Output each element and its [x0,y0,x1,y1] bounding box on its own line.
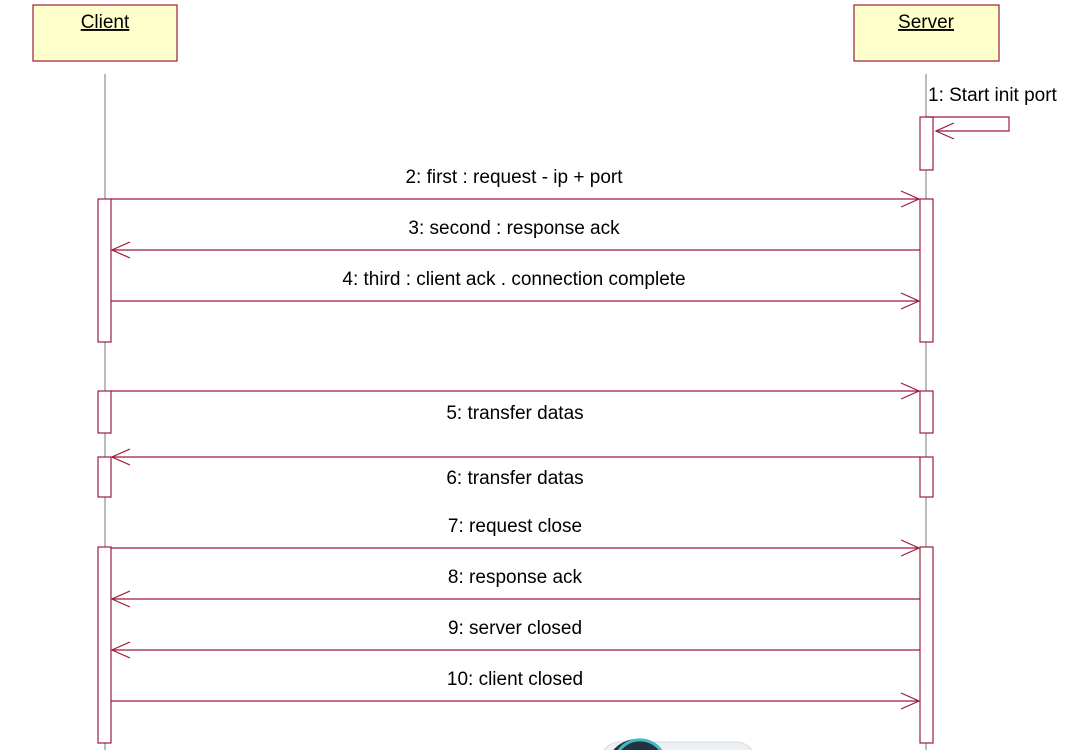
message-10 [111,669,919,709]
participant-client-label: Client [80,12,130,33]
participant-server-label: Server [898,12,954,33]
client-activation-2 [98,391,111,433]
message-3 [112,218,920,258]
message-8 [112,567,920,607]
message-9 [112,618,920,658]
message-5 [111,383,919,424]
message-10-label: 10: client closed [446,669,584,690]
message-6-label: 6: transfer datas [446,468,584,489]
client-activation-4 [98,547,111,743]
floating-overlay-button[interactable] [600,739,756,750]
message-7 [111,516,919,556]
message-4-label: 4: third : client ack . connection complete [342,269,686,290]
message-7-label: 7: request close [447,516,583,537]
message-1-label: 1: Start init port [928,85,1057,106]
message-1-line [926,117,1009,131]
client-activation-3 [98,457,111,497]
message-4 [111,269,919,309]
message-2 [111,167,919,207]
server-activation-0 [920,117,933,170]
message-6 [112,449,920,489]
server-activation-4 [920,547,933,743]
participant-client[interactable] [33,5,177,61]
message-3-label: 3: second : response ack [408,218,620,239]
message-8-label: 8: response ack [447,567,583,588]
participant-server[interactable] [854,5,999,61]
server-activation-1 [920,199,933,342]
message-9-label: 9: server closed [447,618,583,639]
client-activation-1 [98,199,111,342]
message-1 [926,85,1058,139]
message-5-label: 5: transfer datas [446,403,584,424]
message-2-label: 2: first : request - ip + port [405,167,623,188]
server-activation-2 [920,391,933,433]
server-activation-3 [920,457,933,497]
